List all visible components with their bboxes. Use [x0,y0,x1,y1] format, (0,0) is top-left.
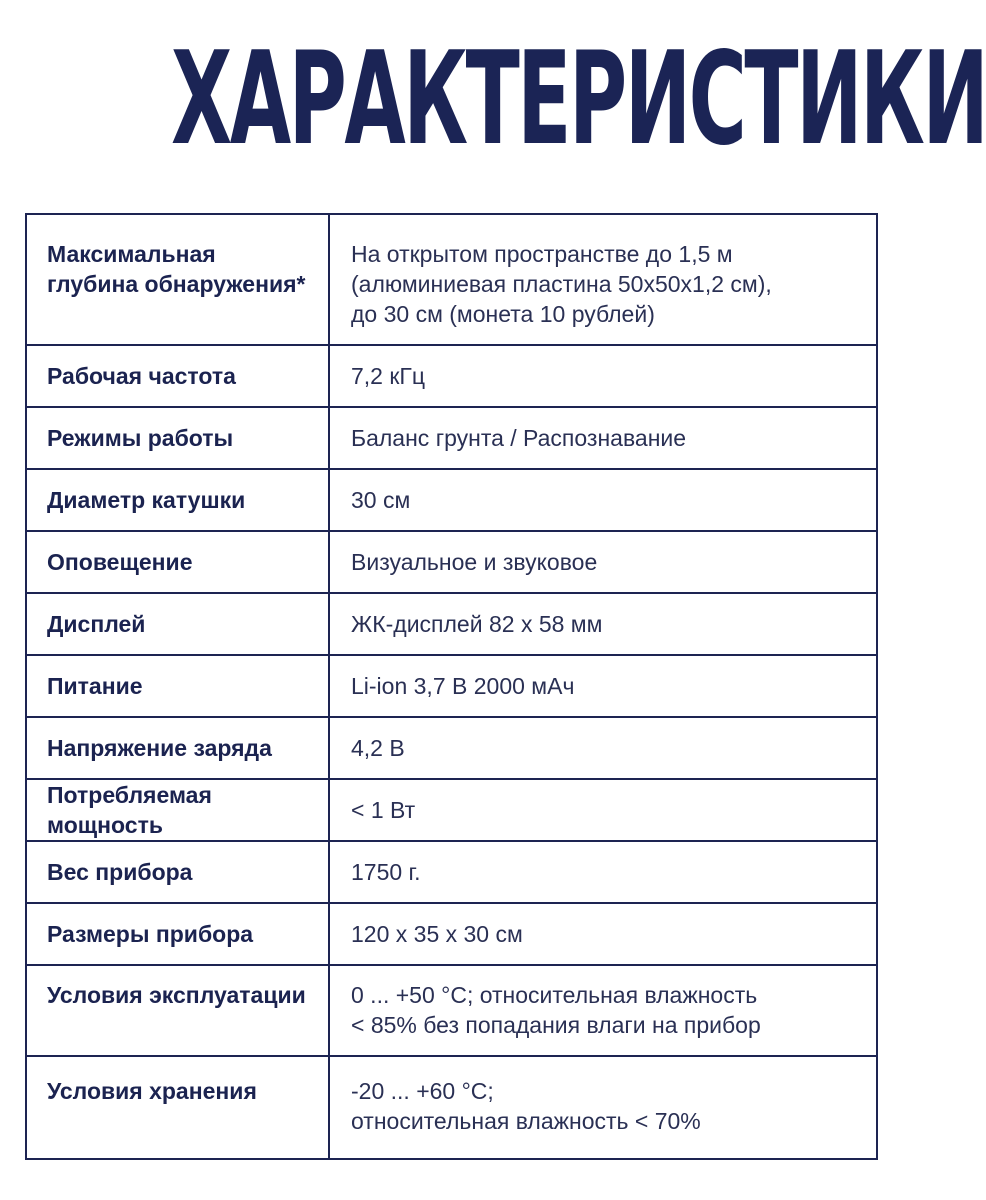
table-row [26,407,877,469]
table-row [26,214,877,345]
spec-label-detection-depth: Максимальная глубина обнаружения* [26,214,329,345]
table-row [26,903,877,965]
value-line: до 30 см (монета 10 рублей) [351,301,655,327]
value-line: < 85% без попадания влаги на прибор [351,1012,761,1038]
spec-value-charge-voltage: 4,2 В [329,717,877,779]
spec-value-alert: Визуальное и звуковое [329,531,877,593]
value-line: (алюминиевая пластина 50х50х1,2 см), [351,271,772,297]
table-row [26,717,877,779]
spec-label-frequency: Рабочая частота [26,345,329,407]
spec-label-power: Питание [26,655,329,717]
value-line: 0 ... +50 °С; относительная влажность [351,982,758,1008]
spec-label-alert: Оповещение [26,531,329,593]
spec-value-frequency: 7,2 кГц [329,345,877,407]
value-line: На открытом пространстве до 1,5 м [351,241,733,267]
table-row [26,345,877,407]
spec-value-display: ЖК-дисплей 82 х 58 мм [329,593,877,655]
specifications-table [25,213,878,1160]
spec-label-modes: Режимы работы [26,407,329,469]
spec-value-coil-diameter: 30 см [329,469,877,531]
spec-value-storage-conditions [329,1056,877,1159]
table-row [26,779,877,841]
spec-label-weight: Вес прибора [26,841,329,903]
table-row [26,655,877,717]
table-row [26,841,877,903]
value-line: относительная влажность < 70% [351,1108,701,1134]
spec-label-charge-voltage: Напряжение заряда [26,717,329,779]
spec-value-power: Li-ion 3,7 В 2000 мАч [329,655,877,717]
value-line: -20 ... +60 °С; [351,1078,494,1104]
spec-value-modes: Баланс грунта / Распознавание [329,407,877,469]
spec-label-coil-diameter: Диаметр катушки [26,469,329,531]
table-row [26,965,877,1056]
spec-label-consumption: Потребляемая мощность [26,779,329,841]
spec-value-operating-conditions [329,965,877,1056]
table-row [26,469,877,531]
spec-value-dimensions: 120 х 35 х 30 см [329,903,877,965]
spec-value-detection-depth [329,214,877,345]
table-row [26,593,877,655]
spec-value-consumption: < 1 Вт [329,779,877,841]
table-row [26,531,877,593]
table-row [26,1056,877,1159]
spec-label-operating-conditions: Условия эксплуатации [26,965,329,1056]
spec-label-dimensions: Размеры прибора [26,903,329,965]
spec-value-weight: 1750 г. [329,841,877,903]
page-title: ХАРАКТЕРИСТИКИ [171,25,986,174]
spec-label-display: Дисплей [26,593,329,655]
spec-label-storage-conditions: Условия хранения [26,1056,329,1159]
